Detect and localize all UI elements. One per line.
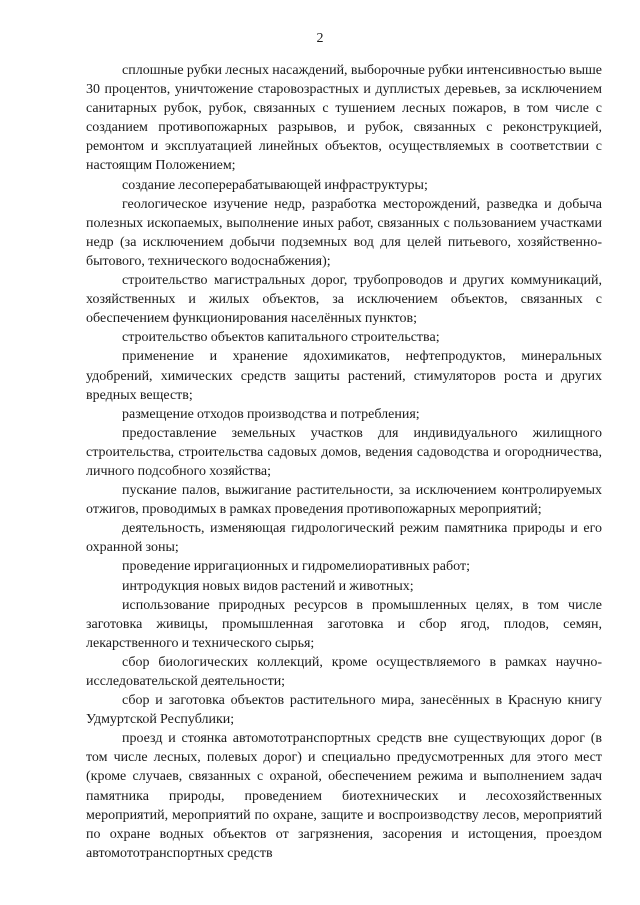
document-body [86,61,602,863]
paragraph: деятельность, изменяющая гидрологический режим памятника природы и его охранной зоны; [86,521,602,556]
paragraph: применение и хранение ядохимикатов, нефтепродуктов, минеральных удобрений, химических средств защиты растений, стимуляторов роста и других вредных веществ; [86,349,602,403]
paragraph: проезд и стоянка автомототранспортных средств вне существующих дорог (в том числе лесных, полевых дорог) и специально предусмотренных для этого мест (кроме случаев, связанных с охраной, обеспечением режима и выполнением задач памятника природы, проведением биотехнических и лесохозяйственных мероприятий, мероприятий по охране, защите и воспроизводству лесов, мероприятий по охране водных объектов от загрязнения, засорения и истощения, проездом автомототранспортных средств [86,731,602,861]
paragraph: размещение отходов производства и потребления; [122,406,420,422]
paragraph: строительство магистральных дорог, трубопроводов и других коммуникаций, хозяйственных и жилых объектов, за исключением объектов, связанных с обеспечением функционирования населённых пунктов; [86,273,602,327]
paragraph: пускание палов, выжигание растительности, за исключением контролируемых отжигов, проводимых в рамках проведения противопожарных мероприятий; [86,483,602,518]
paragraph: сплошные рубки лесных насаждений, выборочные рубки интенсивностью выше 30 процентов, уничтожение старовозрастных и дуплистых деревьев, за исключением санитарных рубок, рубок, связанных с тушением лесных пожаров, в том числе с созданием противопожарных разрывов, и рубок, связанных с реконструкцией, ремонтом и эксплуатацией линейных объектов, осуществляемых в соответствии с настоящим Положением; [86,63,602,174]
page-number: 2 [316,31,324,46]
paragraph: геологическое изучение недр, разработка месторождений, разведка и добыча полезных ископаемых, выполнение иных работ, связанных с пользованием участками недр (за исключением добычи подземных вод для целей питьевого, хозяйственно-бытового, технического водоснабжения); [86,196,602,269]
paragraph: строительство объектов капитального строительства; [122,330,440,346]
paragraph: сбор и заготовка объектов растительного мира, занесённых в Красную книгу Удмуртской Республики; [86,693,602,728]
paragraph: использование природных ресурсов в промышленных целях, в том числе заготовка живицы, промышленная заготовка и сбор ягод, плодов, семян, лекарственного и технического сырья; [86,597,602,651]
paragraph: предоставление земельных участков для индивидуального жилищного строительства, строительства садовых домов, ведения садоводства и огородничества, личного подсобного хозяйства; [86,425,602,479]
paragraph: создание лесоперерабатывающей инфраструктуры; [122,177,428,193]
paragraph: проведение ирригационных и гидромелиоративных работ; [122,559,470,575]
paragraph: сбор биологических коллекций, кроме осуществляемого в рамках научно-исследовательской деятельности; [86,654,602,689]
paragraph: интродукция новых видов растений и животных; [122,578,414,594]
